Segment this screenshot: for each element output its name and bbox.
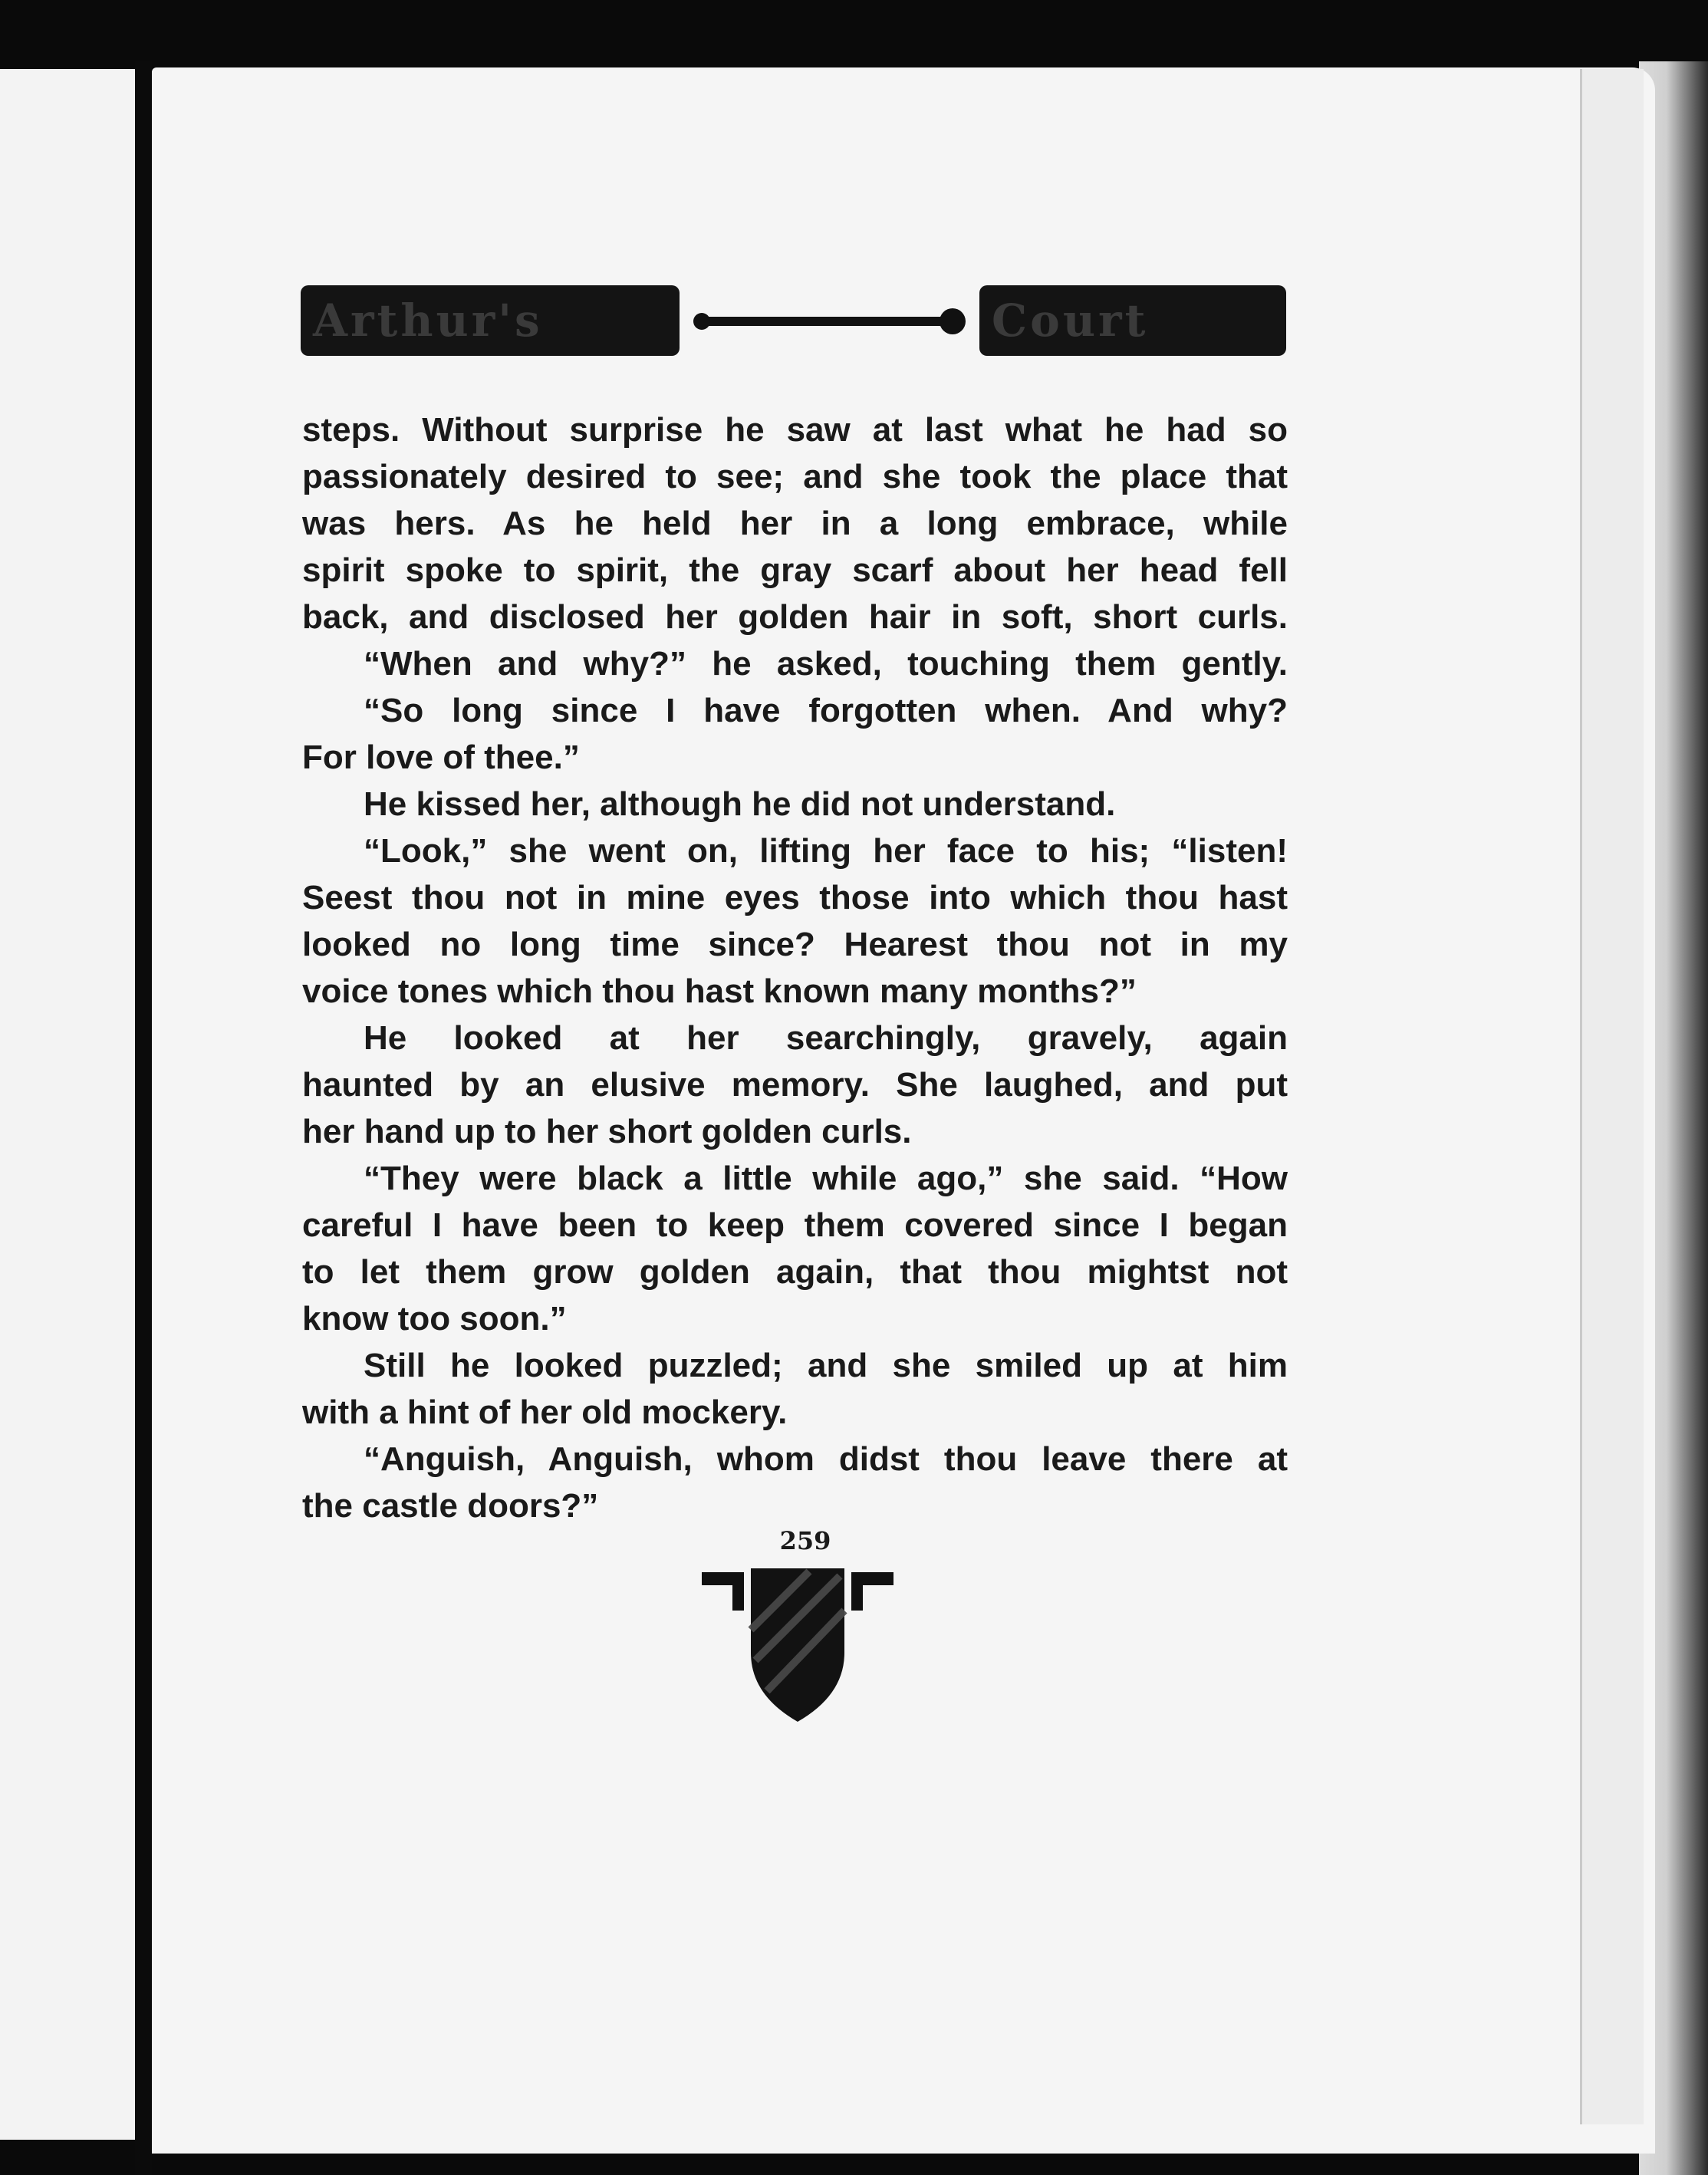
running-head-left (301, 285, 680, 356)
shield-ornament-icon (702, 1568, 893, 1722)
running-head-rule (693, 311, 966, 330)
text-line: was hers. As he held her in a long embrace, while (302, 505, 1288, 542)
text-line: “When and why?” he asked, touching them gently. (364, 645, 1288, 683)
text-line: to let them grow golden again, that thou mightst not (302, 1253, 1288, 1291)
text-line: “They were black a little while ago,” she said. “How (364, 1160, 1288, 1197)
running-head-right (979, 285, 1286, 356)
running-head-left-text: Arthur's (313, 294, 543, 347)
text-line: passionately desired to see; and she took the place that (302, 458, 1288, 495)
text-line: voice tones which thou hast known many months?” (302, 972, 1137, 1010)
text-line: her hand up to her short golden curls. (302, 1113, 912, 1150)
page-number: 259 (779, 1526, 831, 1555)
page-fore-edge (1580, 69, 1644, 2124)
text-line: haunted by an elusive memory. She laughed, and put (302, 1066, 1288, 1104)
left-facing-page (0, 69, 137, 2140)
text-line: “Look,” she went on, lifting her face to his; “listen! (364, 832, 1288, 870)
text-line: For love of thee.” (302, 739, 580, 776)
body-text (302, 406, 1288, 1529)
text-line: “So long since I have forgotten when. And why? (364, 692, 1288, 729)
text-line: spirit spoke to spirit, the gray scarf about her head fell (302, 551, 1288, 589)
rule-end-dot (693, 313, 710, 330)
text-line: Seest thou not in mine eyes those into which thou hast (302, 879, 1288, 916)
running-head-right-text: Court (992, 294, 1149, 347)
text-line: Still he looked puzzled; and she smiled up at him (364, 1347, 1288, 1384)
text-line: back, and disclosed her golden hair in soft, short curls. (302, 598, 1288, 636)
text-line: careful I have been to keep them covered since I began (302, 1206, 1288, 1244)
text-line: know too soon.” (302, 1300, 567, 1338)
text-line: “Anguish, Anguish, whom didst thou leave there at (364, 1440, 1288, 1478)
text-line: He looked at her searchingly, gravely, again (364, 1019, 1288, 1057)
text-line: He kissed her, although he did not understand. (364, 785, 1116, 823)
text-line: looked no long time since? Hearest thou not in my (302, 926, 1288, 963)
text-line: the castle doors?” (302, 1487, 599, 1525)
text-line: steps. Without surprise he saw at last what he had so (302, 411, 1288, 449)
text-line: with a hint of her old mockery. (302, 1394, 788, 1431)
running-head (301, 284, 1286, 357)
spine-shadow (135, 61, 152, 2175)
